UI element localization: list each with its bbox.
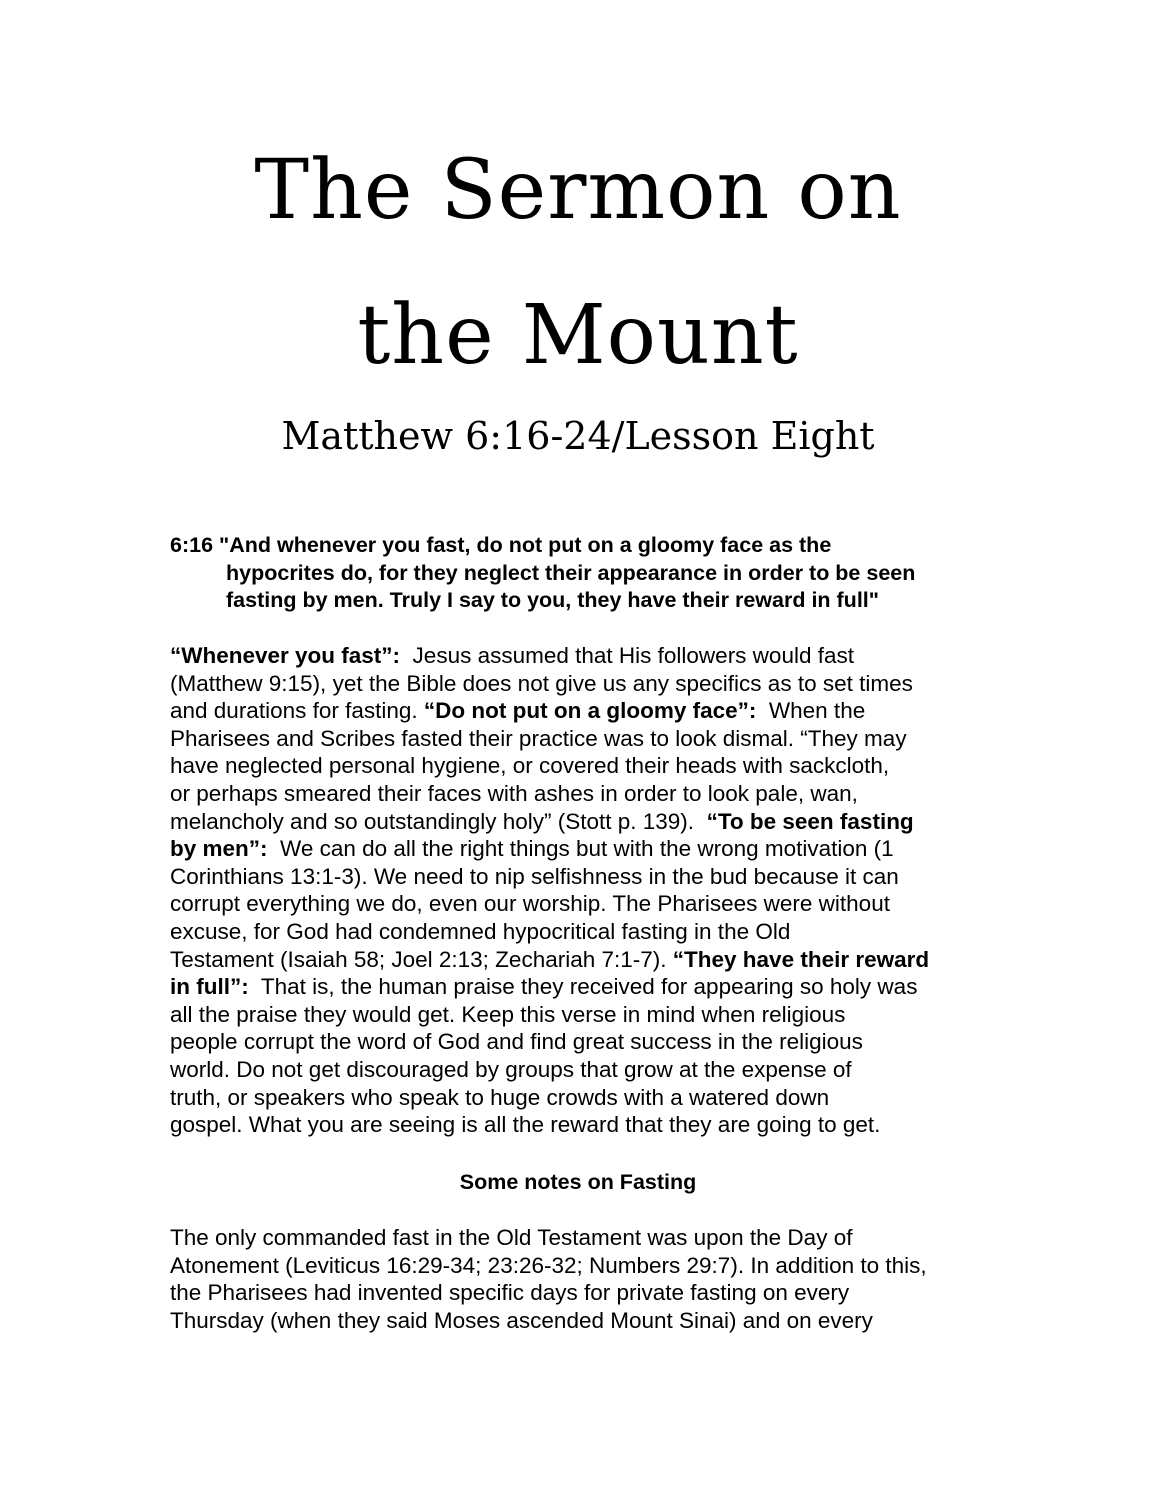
text-line: The only commanded fast in the Old Testament was upon the Day of (170, 1225, 853, 1250)
text-line: Corinthians 13:1-3). We need to nip selfishness in the bud because it can (170, 863, 899, 889)
text-line: and durations for fasting. (170, 698, 424, 724)
text-line: people corrupt the word of God and find great success in the religious (170, 1029, 863, 1055)
text-line: Pharisees and Scribes fasted their practice was to look dismal. “They may (170, 725, 907, 751)
bold-phrase: by men”: (170, 836, 268, 862)
text-line: We can do all the right things but with the wrong motivation (1 (267, 836, 894, 862)
subtitle: Matthew 6:16-24/Lesson Eight (281, 414, 875, 458)
text-line: Testament (Isaiah 58; Joel 2:13; Zechariah 7:1-7). (170, 946, 673, 972)
text-line: Jesus assumed that His followers would fast (400, 643, 854, 668)
text-line: the Pharisees had invented specific days for private fasting on every (170, 1280, 850, 1306)
verse-line: fasting by men. Truly I say to you, they have their reward in full" (226, 588, 879, 613)
verse-line: hypocrites do, for they neglect their appearance in order to be seen (226, 560, 916, 585)
text-line: truth, or speakers who speak to huge crowds with a watered down (170, 1084, 830, 1110)
text-line: excuse, for God had condemned hypocritical fasting in the Old (170, 918, 791, 944)
text-line: or perhaps smeared their faces with ashes in order to look pale, wan, (170, 780, 858, 806)
bold-phrase: “They have their reward (672, 946, 930, 972)
text-line: Thursday (when they said Moses ascended Mount Sinai) and on every (170, 1307, 873, 1333)
text-line: melancholy and so outstandingly holy” (Stott p. 139). (170, 808, 707, 834)
title-line-1: The Sermon on (254, 143, 902, 238)
text-line: corrupt everything we do, even our worship. The Pharisees were without (170, 891, 890, 917)
bold-phrase: in full”: (170, 974, 249, 1000)
text-line: have neglected personal hygiene, or covered their heads with sackcloth, (170, 753, 890, 779)
text-line: all the praise they would get. Keep this verse in mind when religious (170, 1001, 846, 1027)
text-line: That is, the human praise they received for appearing so holy was (248, 974, 918, 1000)
bold-phrase: “Whenever you fast”: (170, 643, 401, 668)
verse-block (170, 532, 1000, 615)
commentary-paragraph (170, 642, 990, 1139)
verse-line: 6:16 "And whenever you fast, do not put on a gloomy face as the (170, 533, 832, 557)
section-heading: Some notes on Fasting (459, 1170, 697, 1194)
text-line: gospel. What you are seeing is all the reward that they are going to get. (170, 1112, 881, 1138)
text-line: Atonement (Leviticus 16:29-34; 23:26-32; Numbers 29:7). In addition to this, (170, 1252, 927, 1278)
bold-phrase: “Do not put on a gloomy face”: (423, 698, 757, 724)
title-line-2: the Mount (357, 288, 799, 383)
text-line: When the (756, 698, 866, 724)
fasting-paragraph (170, 1224, 990, 1334)
text-line: (Matthew 9:15), yet the Bible does not give us any specifics as to set times (170, 670, 913, 696)
text-line: world. Do not get discouraged by groups that grow at the expense of (170, 1056, 852, 1082)
bold-phrase: “To be seen fasting (706, 808, 914, 834)
